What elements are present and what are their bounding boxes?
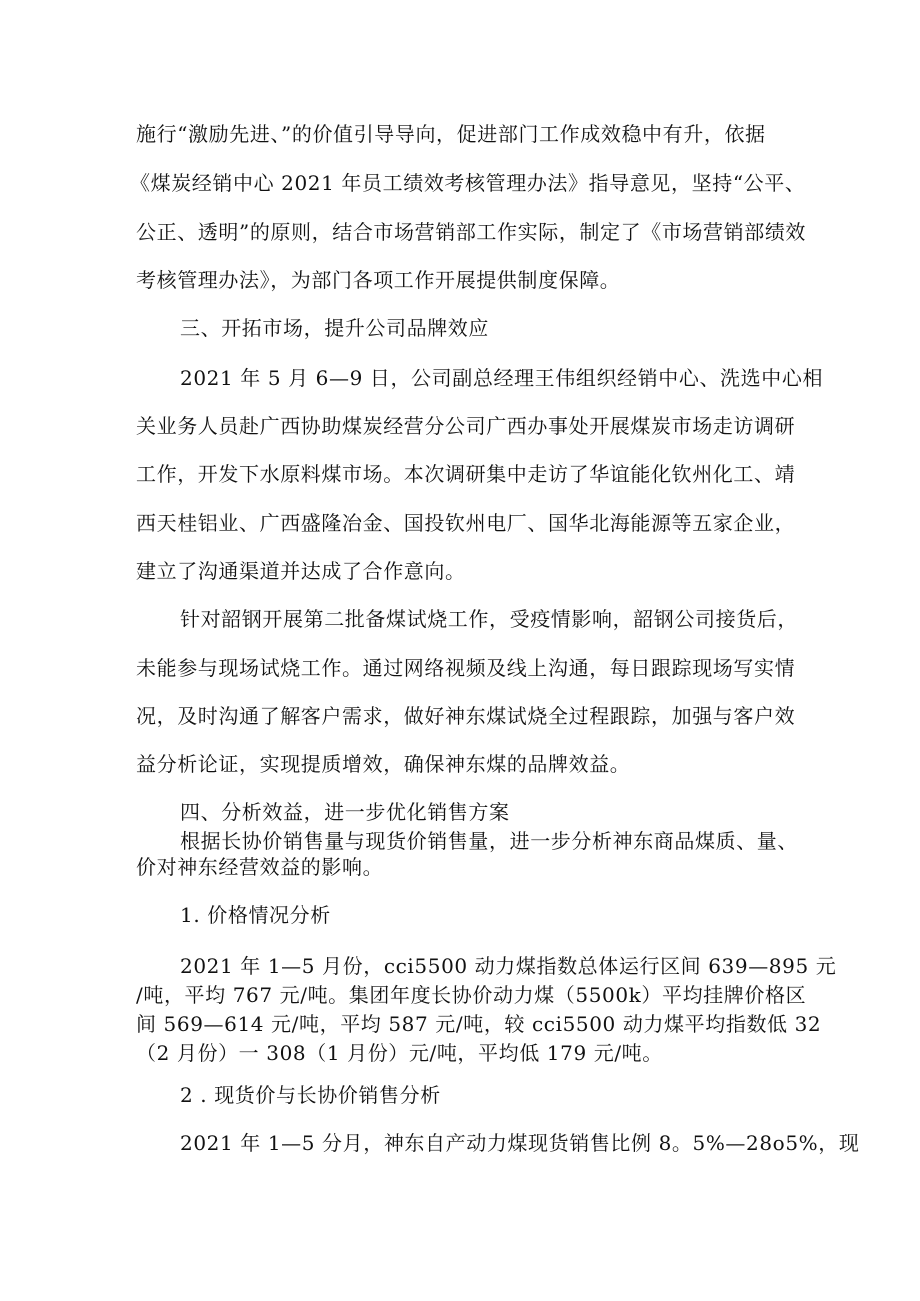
paragraph-line: 关业务人员赴广西协助煤炭经营分公司广西办事处开展煤炭市场走访调研 — [136, 414, 796, 438]
section-heading: 四、分析效益，进一步优化销售方案 — [180, 800, 510, 824]
paragraph-line: 况，及时沟通了解客户需求，做好神东煤试烧全过程跟踪，加强与客户效 — [136, 704, 796, 728]
paragraph-line: （2 月份）一 308（1 月份）元/吨，平均低 179 元/吨。 — [136, 1041, 663, 1065]
paragraph-line: 2021 年 1—5 月份，cci5500 动力煤指数总体运行区间 639—895 元 — [180, 954, 837, 978]
subsection-heading: 2 . 现货价与长协价销售分析 — [180, 1083, 441, 1107]
paragraph-line: 施行“激励先进、”的价值引导导向，促进部门工作成效稳中有升，依据 — [136, 122, 766, 146]
paragraph-line: 2021 年 5 月 6—9 日，公司副总经理王伟组织经销中心、洗选中心相 — [180, 366, 824, 390]
paragraph-line: 《煤炭经销中心 2021 年员工绩效考核管理办法》指导意见，坚持“公平、 — [130, 171, 806, 195]
section-heading: 三、开拓市场，提升公司品牌效应 — [180, 316, 489, 340]
paragraph-line: 间 569—614 元/吨，平均 587 元/吨，较 cci5500 动力煤平均指数低 32 — [136, 1012, 822, 1036]
paragraph-line: 针对韶钢开展第二批备煤试烧工作，受疫情影响，韶钢公司接货后， — [180, 607, 798, 631]
paragraph-line: 公正、透明”的原则，结合市场营销部工作实际，制定了《市场营销部绩效 — [136, 220, 807, 244]
paragraph-line: 价对神东经营效益的影响。 — [136, 855, 384, 879]
paragraph-line: /吨，平均 767 元/吨。集团年度长协价动力煤（5500k）平均挂牌价格区 — [136, 983, 807, 1007]
paragraph-line: 工作，开发下水原料煤市场。本次调研集中走访了华谊能化钦州化工、靖 — [136, 462, 796, 486]
paragraph-line: 建立了沟通渠道并达成了合作意向。 — [136, 559, 466, 583]
paragraph-line: 2021 年 1—5 分月，神东自产动力煤现货销售比例 8。5%—28o5%，现 — [180, 1131, 860, 1155]
paragraph-line: 根据长协价销售量与现货价销售量，进一步分析神东商品煤质、量、 — [180, 829, 798, 853]
paragraph-line: 西天桂铝业、广西盛隆冶金、国投钦州电厂、国华北海能源等五家企业， — [136, 511, 796, 535]
paragraph-line: 考核管理办法》，为部门各项工作开展提供制度保障。 — [136, 268, 621, 292]
paragraph-line: 未能参与现场试烧工作。通过网络视频及线上沟通，每日跟踪现场写实情 — [136, 656, 796, 680]
subsection-heading: 1. 价格情况分析 — [180, 903, 331, 927]
paragraph-line: 益分析论证，实现提质增效，确保神东煤的品牌效益。 — [136, 752, 631, 776]
